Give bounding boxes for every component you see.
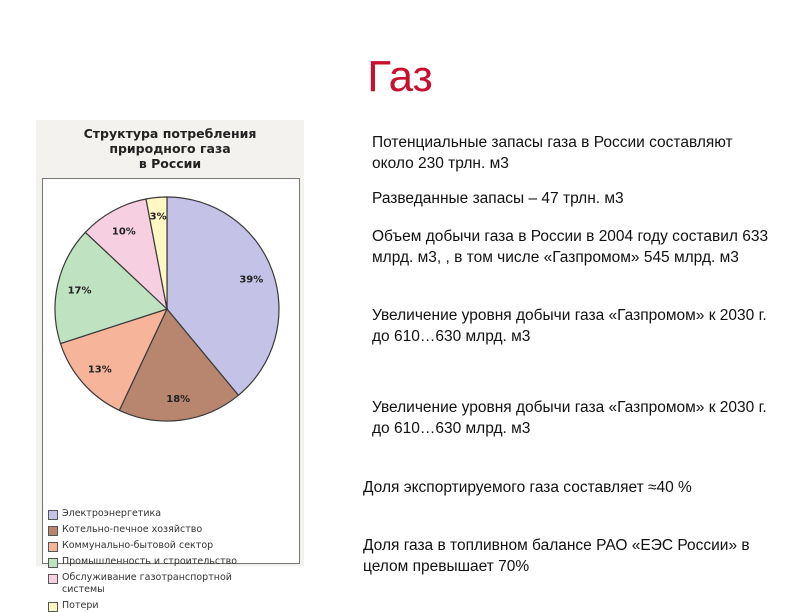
legend-swatch	[48, 526, 58, 536]
fact-production-2004: Объем добычи газа в России в 2004 году составил 633 млрд. м3, , в том числе «Газпромом» 545 млрд. м3	[372, 228, 769, 266]
pie-slice-label-3: 17%	[67, 285, 92, 297]
legend-label: Потери	[62, 600, 99, 611]
legend-swatch	[48, 542, 58, 552]
pie-chart	[43, 179, 299, 563]
legend-label: Электроэнергетика	[62, 508, 162, 519]
fact-fuel-balance-share: Доля газа в топливном балансе РАО «ЕЭС России» в целом превышает 70%	[363, 537, 750, 575]
legend-label: Коммунально-бытовой сектор	[62, 540, 214, 551]
fact-export-share: Доля экспортируемого газа составляет ≈40 %	[363, 479, 692, 496]
chart-title: Структура потребления природного газа в России	[83, 126, 257, 171]
fact-potential-reserves: Потенциальные запасы газа в России составляют около 230 трлн. м3	[372, 134, 733, 172]
fact-production-growth-repeat: Увеличение уровня добычи газа «Газпромом» к 2030 г. до 610…630 млрд. м3	[372, 399, 767, 437]
legend-label: Котельно-печное хозяйство	[62, 524, 203, 535]
fact-production-growth: Увеличение уровня добычи газа «Газпромом» к 2030 г. до 610…630 млрд. м3	[372, 307, 767, 345]
legend-swatch	[48, 510, 58, 520]
fact-explored-reserves: Разведанные запасы – 47 трлн. м3	[372, 190, 624, 207]
legend-label: Обслуживание газотранспортной системы	[62, 572, 232, 595]
slide-title: Газ	[367, 52, 433, 101]
pie-slice-label-1: 18%	[166, 393, 191, 405]
chart-panel	[42, 178, 300, 564]
legend-swatch	[48, 574, 58, 584]
legend-swatch	[48, 558, 58, 568]
pie-slice-label-0: 39%	[239, 274, 264, 286]
pie-slice-label-5: 3%	[149, 211, 167, 223]
legend-label: Промышленность и строительство	[62, 556, 238, 567]
pie-slice-label-4: 10%	[111, 226, 136, 238]
pie-slice-label-2: 13%	[87, 364, 112, 376]
legend-swatch	[48, 602, 58, 612]
chart-figure	[36, 120, 304, 611]
